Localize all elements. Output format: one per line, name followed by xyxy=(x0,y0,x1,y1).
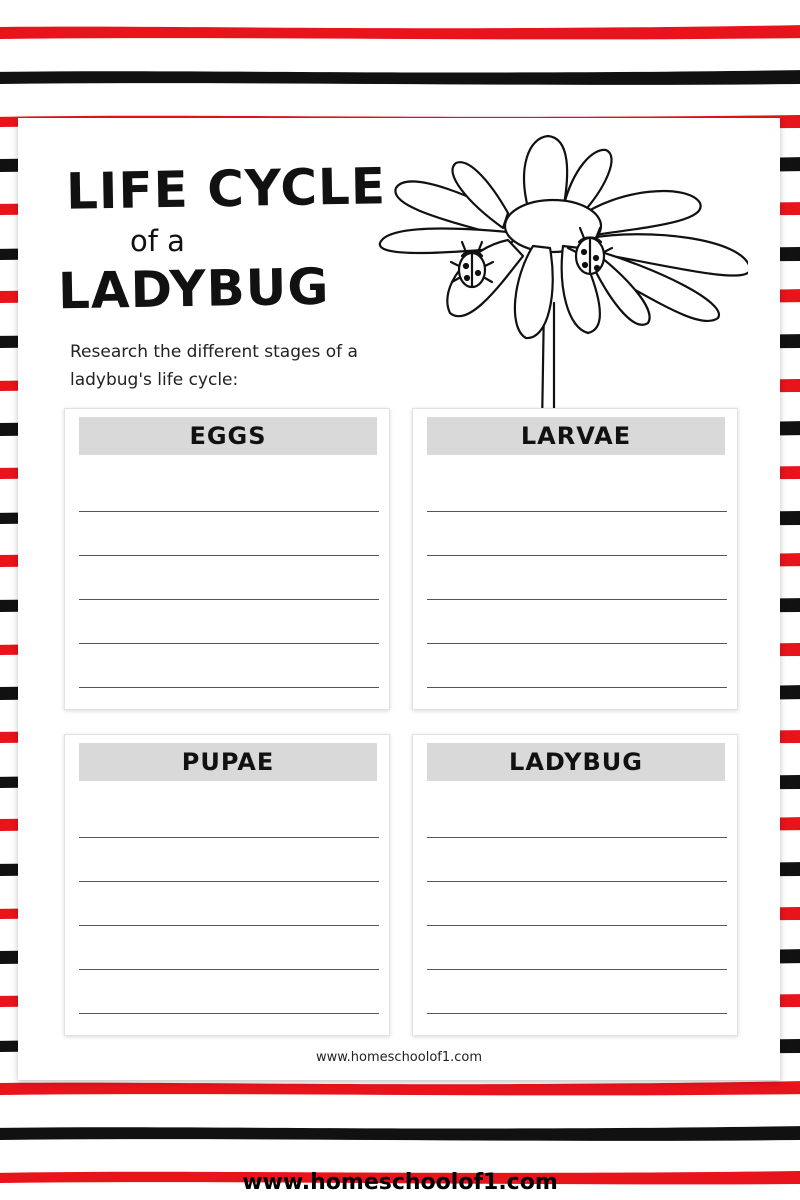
stage-card-ladybug xyxy=(412,734,738,1036)
black-stripe xyxy=(0,70,800,85)
writing-line xyxy=(427,925,727,926)
writing-line xyxy=(427,969,727,970)
writing-line xyxy=(79,555,379,556)
title-life-cycle: LIFE CYCLE xyxy=(65,157,387,221)
writing-line xyxy=(79,881,379,882)
writing-line xyxy=(427,555,727,556)
stage-header: LARVAE xyxy=(427,417,725,455)
writing-line xyxy=(427,881,727,882)
writing-line xyxy=(79,1013,379,1014)
writing-line xyxy=(427,1013,727,1014)
title-ladybug: LADYBUG xyxy=(57,257,330,321)
stage-card-eggs xyxy=(64,408,390,710)
writing-line xyxy=(79,511,379,512)
writing-line xyxy=(427,687,727,688)
writing-line xyxy=(427,599,727,600)
site-url-footer: www.homeschoolof1.com xyxy=(242,1170,558,1195)
writing-line xyxy=(79,687,379,688)
black-stripe xyxy=(0,1126,800,1141)
writing-line xyxy=(79,925,379,926)
red-stripe xyxy=(0,1081,800,1095)
flower-with-ladybugs-illustration xyxy=(358,128,748,428)
instructions-text: Research the different stages of a ladybug's life cycle: xyxy=(70,342,358,390)
writing-line xyxy=(427,643,727,644)
stage-card-larvae xyxy=(412,408,738,710)
worksheet-footer-url: www.homeschoolof1.com xyxy=(315,1050,483,1065)
stage-header: PUPAE xyxy=(79,743,377,781)
title-of-a: of a xyxy=(130,224,185,258)
stage-header: EGGS xyxy=(79,417,377,455)
writing-line xyxy=(79,599,379,600)
stage-card-pupae xyxy=(64,734,390,1036)
writing-line xyxy=(79,837,379,838)
writing-line xyxy=(79,643,379,644)
stage-header: LADYBUG xyxy=(427,743,725,781)
red-stripe xyxy=(0,25,800,39)
writing-line xyxy=(427,511,727,512)
writing-line xyxy=(427,837,727,838)
worksheet-page xyxy=(18,118,780,1080)
writing-line xyxy=(79,969,379,970)
